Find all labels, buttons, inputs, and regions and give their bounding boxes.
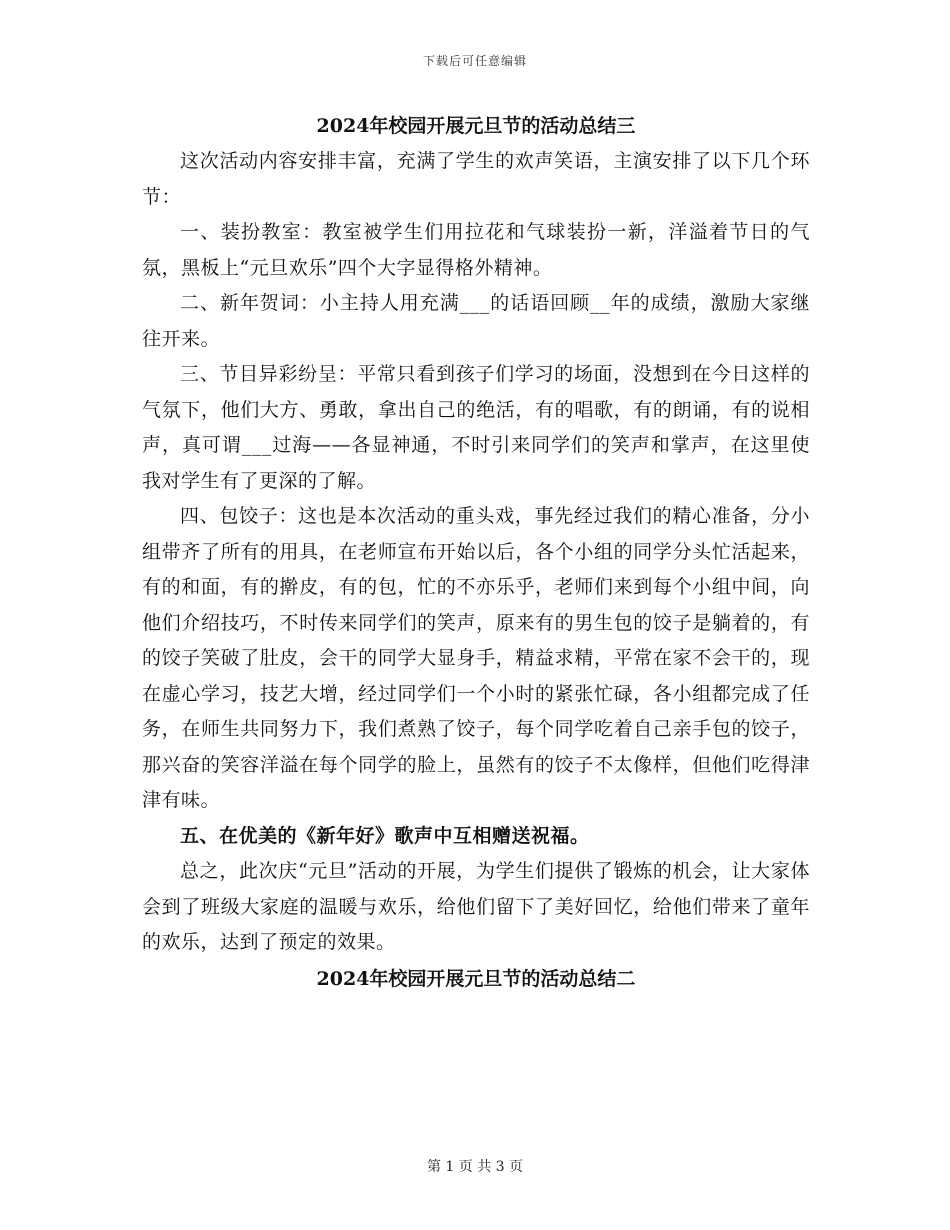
next-section-title: 2024年校园开展元旦节的活动总结二 [316,967,636,990]
paragraph-conclusion: 总之，此次庆“元旦”活动的开展，为学生们提供了锻炼的机会，让大家体会到了班级大家庭的温暖与欢乐，给他们留下了美好回忆，给他们带来了童年的欢乐，达到了预定的效果。 [142,860,810,953]
paragraph-intro: 这次活动内容安排丰富，充满了学生的欢声笑语，主演安排了以下几个环节： [142,150,810,208]
page-header-note: 下载后可任意编辑 [422,54,527,68]
paragraph-performances: 三、节目异彩纷呈：平常只看到孩子们学习的场面，没想到在今日这样的气氛下，他们大方、勇敢，拿出自己的绝活，有的唱歌，有的朗诵，有的说相声，真可谓___过海——各显神通，不时引来同学们的笑声和掌声，在这里使我对学生有了更深的了解。 [142,363,810,492]
paragraph-dumplings: 四、包饺子：这也是本次活动的重头戏，事先经过我们的精心准备，分小组带齐了所有的用具，在老师宣布开始以后，各个小组的同学分头忙活起来，有的和面，有的擀皮，有的包，忙的不亦乐乎，老师们来到每个小组中间，向他们介绍技巧，不时传来同学们的笑声，原来有的男生包的饺子是躺着的，有的饺子笑破了肚皮，会干的同学大显身手，精益求精，平常在家不会干的，现在虚心学习，技艺大增，经过同学们一个小时的紧张忙碌，各小组都完成了任务，在师生共同努力下，我们煮熟了饺子，每个同学吃着自己亲手包的饺子，那兴奋的笑容洋溢在每个同学的脸上，虽然有的饺子不太像样，但他们吃得津津有味。 [142,505,810,811]
document-body [142,108,810,997]
paragraph-decorate-classroom: 一、装扮教室：教室被学生们用拉花和气球装扮一新，洋溢着节日的气氛，黑板上“元旦欢乐”四个大字显得格外精神。 [142,221,810,279]
document-title: 2024年校园开展元旦节的活动总结三 [316,115,636,137]
paragraph-new-year-greeting: 二、新年贺词：小主持人用充满___的话语回顾__年的成绩，激励大家继往开来。 [142,292,810,350]
paragraph-blessings: 五、在优美的《新年好》歌声中互相赠送祝福。 [180,824,590,847]
page-number-footer: 第 1 页 共 3 页 [426,1159,524,1175]
